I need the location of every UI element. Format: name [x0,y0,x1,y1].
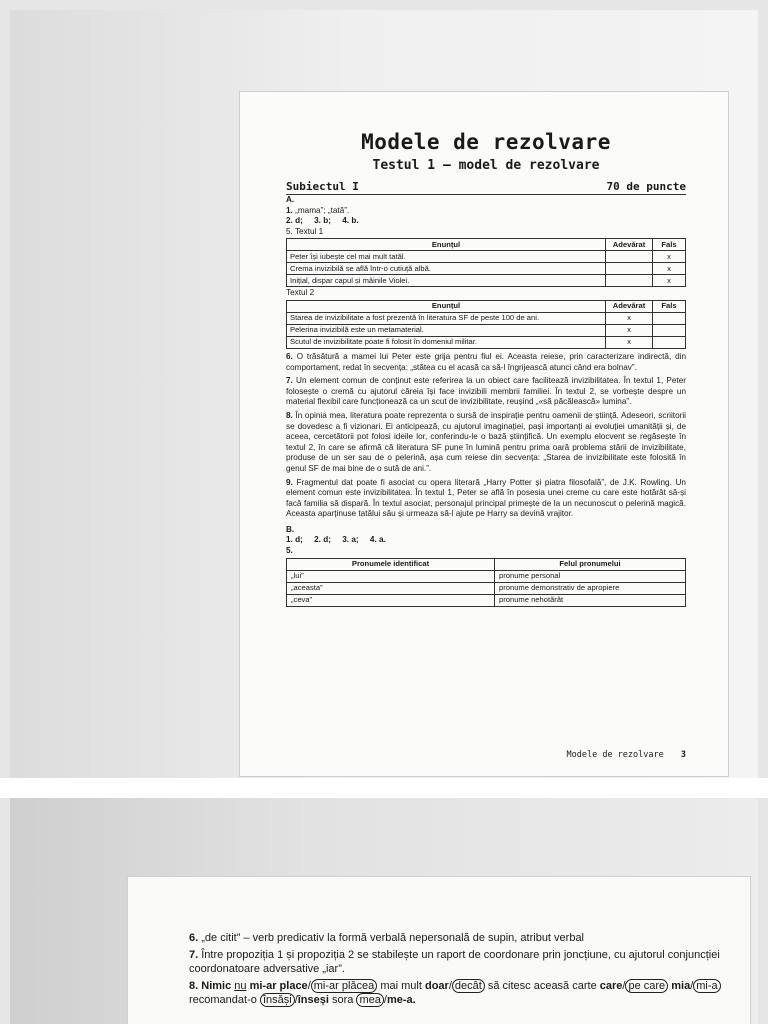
table-header: Fals [653,239,686,251]
subject-header [286,180,686,195]
table-cell: pronume nehotărât [495,594,686,606]
word: recomandat-o [189,994,257,1006]
table-cell: x [606,312,653,324]
answer-7-number: 7. [189,948,199,961]
table-cell [606,263,653,275]
circled-correction: decât [452,979,485,993]
answer-b1: 1. d; [286,535,303,545]
table-header: Enunțul [287,300,606,312]
page-1-content [286,130,686,608]
answer-8-number: 8. [189,979,199,992]
table-cell: x [606,336,653,348]
table-cell [653,324,686,336]
footer-title: Modele de rezolvare [566,750,664,760]
answer-1-number: 1. [286,205,293,215]
test-subtitle: Testul 1 – model de rezolvare [372,158,600,173]
table-header-row [287,239,686,251]
table-header: Felul pronumelui [495,558,686,570]
page-number: 3 [680,750,686,760]
document-page-2 [128,877,750,1024]
answer-3: 3. b; [314,216,331,226]
page-footer [240,750,728,760]
table-row [287,312,686,324]
answer-7-page2 [189,948,734,977]
answer-7-number: 7. [286,376,293,386]
table-header-row [287,300,686,312]
answer-6-page2 [189,931,734,946]
answer-9 [286,478,686,520]
word: mi-ar place [249,979,308,992]
page-title: Modele de rezolvare [361,130,611,154]
circled-correction: pe care [625,979,668,993]
table-header: Enunțul [287,239,606,251]
circled-correction: mea [356,993,383,1007]
word: să citesc aceasă carte [487,979,597,992]
circled-correction: însăși [260,993,295,1007]
circled-correction: mi-ar plăcea [311,979,378,993]
table-row [287,594,686,606]
table-row [287,251,686,263]
answer-5-label: 5. Textul 1 [286,226,324,236]
points-label: 70 de puncte [606,180,686,193]
answer-8-text: În opinia mea, literatura poate reprezenta o sursă de inspirație pentru oamenii de știință. Adeseori, scriitorii se dovedesc a fi vizionari. Ei anticipează, cu ajutorul imaginației, pași importanți ai evoluției umanității și, de aceea, cercetătorii pot folosi ideile lor, conferindu-le o bază științifică. Un exemplu elocvent se regăsește în textul 2, în care se afirmă că literatura SF pune în lumină pentru prima oară problema stării de invizibilitate, produse de un ser sau de o pelerină, așa cum reiese din secvența: „Starea de invizibilitate este folosită în genul SF de mai bine de o sută de ani.”. [286,410,686,473]
answer-7 [286,376,686,408]
table-cell: x [653,251,686,263]
word: Nimic [201,979,232,992]
table-cell: x [653,275,686,287]
answers-2-4 [286,216,686,227]
answer-6-text: O trăsătură a mamei lui Peter este grija pentru fiul ei. Aceasta reiese, prin caracterizare indirectă, din comportament, redat în secvența: „stătea cu el acasă ca să-l îngrijească atunci când era bolnav”. [286,351,686,372]
answer-8-page2: 8. Nimic nu mi-ar place/ mi-ar plăcea mai mult doar/ decât să citesc aceasă carte care/ pe care mia/ mi-a recomandat-o însăși /înseși sora mea /me-a. [189,979,734,1008]
answer-b3: 3. a; [342,535,359,545]
answer-b5-label: 5. [286,546,293,556]
table-row [287,263,686,275]
answer-7-text: Un element comun de conținut este referirea la un obiect care facilitează invizibilitatea. În textul 1, Peter folosește o cremă cu ajutorul căreia își face invizibili membrii familiei. În textul 2, se vorbește despre un material flexibil care funcționează ca un scut de invizibilitate, reușind „«să păcălească» lumina”. [286,376,686,407]
table-cell: x [606,324,653,336]
subject-label: Subiectul I [286,180,359,193]
table-cell: Starea de invizibilitate a fost prezentă în literatura SF de peste 100 de ani. [287,312,606,324]
table-cell [606,251,653,263]
page-separator [0,778,768,798]
table-cell: Inițial, dispar capul și mâinile Violei. [287,275,606,287]
word: înseși [297,994,329,1006]
table-header: Fals [653,300,686,312]
table-cell: Peter își iubește cel mai mult tatăl. [287,251,606,263]
underlined-word: nu [234,979,247,992]
table-cell: pronume demonstrativ de apropiere [495,582,686,594]
word: mia [671,979,691,992]
table-row [287,336,686,348]
true-false-table-1 [286,238,686,287]
answer-9-number: 9. [286,477,293,487]
word: care [599,979,623,992]
table-cell: Pelerina invizibilă este un metamaterial. [287,324,606,336]
table-cell: Crema invizibilă se află într-o cutiuță albă. [287,263,606,275]
table-cell: x [653,263,686,275]
circled-correction: mi-a [693,979,720,993]
word: doar [424,979,449,992]
answers-b-1-4 [286,535,686,546]
table-row [287,582,686,594]
true-false-table-2 [286,300,686,349]
page-2-content [189,931,734,1010]
answer-1 [286,206,686,217]
answer-8-number: 8. [286,410,293,420]
answer-6-number: 6. [189,932,199,944]
table-cell: „aceasta” [287,582,495,594]
word: me-a. [386,994,416,1006]
answer-8 [286,411,686,475]
table-cell [653,336,686,348]
table-header-row [287,558,686,570]
section-b-label: B. [286,524,295,534]
answer-1-text: „mama”; „tată”. [295,205,350,215]
table-header: Pronumele identificat [287,558,495,570]
table-cell: „ceva” [287,594,495,606]
answer-7-text: Între propoziția 1 și propoziția 2 se stabilește un raport de coordonare prin joncțiune, cu ajutorul conjuncției coordonatoare adversative „iar”. [189,948,720,975]
table-header: Adevărat [606,300,653,312]
word: sora [332,994,354,1006]
answer-b4: 4. a. [369,535,386,545]
answer-4: 4. b. [342,216,359,226]
word: mai mult [380,979,422,992]
table-row [287,275,686,287]
answer-2: 2. d; [286,216,303,226]
table-header: Adevărat [606,239,653,251]
answer-6-text: „de citit” – verb predicativ la formă verbală nepersonală de supin, atribut verbal [201,932,585,944]
text-2-label: Textul 2 [286,288,315,298]
answer-b2: 2. d; [314,535,331,545]
table-row [287,324,686,336]
table-cell: „lui” [287,570,495,582]
answer-6 [286,352,686,373]
table-cell [606,275,653,287]
pronoun-table [286,558,686,607]
table-cell [653,312,686,324]
table-cell: pronume personal [495,570,686,582]
document-page-1 [240,92,728,776]
table-cell: Scutul de invizibilitate poate fi folosit în domeniul militar. [287,336,606,348]
answer-9-text: Fragmentul dat poate fi asociat cu opera literară „Harry Potter și piatra filosofală”, de J.K. Rowling. Un element comun este invizibilitatea. În textul 1, Peter se află în posesia unei creme cu care este hotărât să-și facă familia să dispară. În textul asociat, personajul principal primește de la un necunoscut o pelerină magică. Aceasta aparținuse tatălui său și urmeaza să-l ajute pe Harry sa devină vrajitor. [286,477,686,519]
answer-6-number: 6. [286,351,293,361]
section-a-label: A. [286,195,295,204]
table-row [287,570,686,582]
